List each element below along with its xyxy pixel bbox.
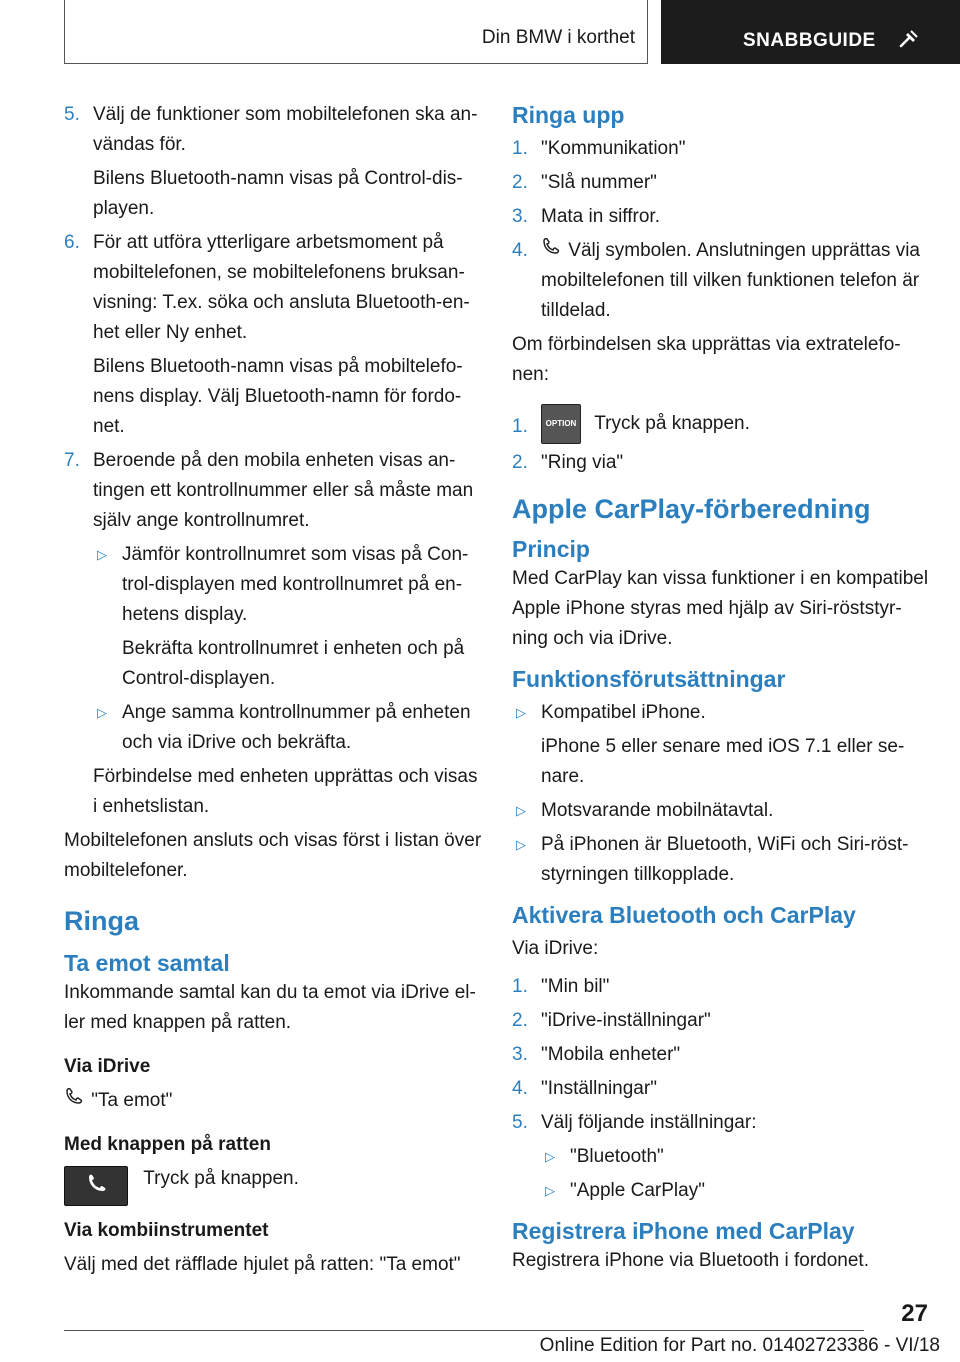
list-text: "Kommunikation" [541,138,686,159]
list-item [512,1040,932,1070]
list-item [512,972,932,1002]
option-button-icon: OPTION [541,404,581,444]
list-text-content: Tryck på knappen. [594,413,750,435]
page-number: 27 [901,1300,928,1327]
aktivera-intro: Via iDrive: [512,938,599,960]
list-item [64,228,482,348]
bullet-item [64,698,482,758]
bullet-text: På iPhonen är Bluetooth, WiFi och Siri-röst- styrningen tillkopplade. [541,834,909,886]
left-column [64,100,482,1284]
bullet-text: "Bluetooth" [570,1146,664,1168]
triangle-bullet-icon: ▷ [97,705,107,720]
list-item [512,1108,932,1138]
bullet-item [512,1142,932,1172]
bullet-item [512,830,932,890]
heading-funktionsforutsattningar: Funktionsförutsättningar [512,666,786,693]
triangle-bullet-icon: ▷ [545,1149,555,1165]
list-subtext: Bilens Bluetooth-namn visas på Control-dis- playen. [93,168,463,219]
list-number: 5. [512,1112,528,1134]
list-number: 2. [512,452,528,474]
heading-ringa-upp: Ringa upp [512,102,625,128]
bullet-text: Jämför kontrollnumret som visas på Con- trol-displayen med kontrollnumret på en- hetens display. [122,544,469,625]
list-text [541,404,932,444]
via-kombi-text: Välj med det räfflade hjulet på ratten: "Ta emot" [64,1254,461,1276]
phone-icon [64,1086,86,1116]
bullet-item [512,698,932,728]
header-section-title: Din BMW i korthet [481,27,635,48]
triangle-bullet-icon: ▷ [97,547,107,562]
heading-med-knappen: Med knappen på ratten [64,1134,271,1156]
bullet-text: Kompatibel iPhone. [541,702,706,724]
phone-icon [541,236,563,266]
heading-carplay: Apple CarPlay-förberedning [512,494,871,525]
triangle-bullet-icon: ▷ [516,803,526,819]
bullet-text: Motsvarande mobilnätavtal. [541,800,774,822]
list-text: För att utföra ytterligare arbetsmoment på mobiltelefonen, se mobiltelefonens bruksan- visning: T.ex. söka och ansluta Bluetooth-en- het eller Ny enhet. [93,232,470,343]
med-knappen-text: Tryck på knappen. [143,1168,299,1190]
list-item [512,202,932,232]
list-number: 4. [512,240,528,261]
list-text: "Inställningar" [541,1078,657,1100]
list-item [512,1006,932,1036]
steering-wheel-phone-button-icon [64,1166,128,1206]
triangle-bullet-icon: ▷ [516,705,526,721]
via-idrive-line [64,1086,482,1116]
list-number: 4. [512,1078,528,1100]
extra-phone-text: Om förbindelsen ska upprättas via extratelefo- nen: [512,334,901,386]
bullet-subtext: Bekräfta kontrollnumret i enheten och på Control-displayen. [122,638,465,689]
list-item [512,1074,932,1104]
list-item [512,168,932,198]
bullet-text: Ange samma kontrollnummer på enheten och via iDrive och bekräfta. [122,702,471,753]
list-text: "iDrive-inställningar" [541,1010,711,1032]
registrera-text: Registrera iPhone via Bluetooth i fordonet. [512,1250,869,1272]
list-text [541,236,932,326]
heading-ringa: Ringa [64,906,140,936]
footer-edition: Online Edition for Part no. 01402723386 - VI/18 [539,1335,940,1356]
list-item [512,404,932,444]
list-text: Beroende på den mobila enheten visas an- tingen ett kontrollnummer eller så måste man själv ange kontrollnumret. [93,450,474,531]
triangle-bullet-icon: ▷ [516,837,526,853]
med-knappen-line [64,1164,482,1206]
heading-ta-emot-samtal: Ta emot samtal [64,950,230,976]
bullet-item [512,796,932,826]
header-section-tab [64,0,648,64]
heading-via-idrive: Via iDrive [64,1056,151,1077]
list-text: Välj följande inställningar: [541,1112,757,1134]
list-item [64,446,482,536]
bullet-item [512,1176,932,1206]
list-subtext: Bilens Bluetooth-namn visas på mobiltelefo- nens display. Välj Bluetooth-namn för fordo- net. [93,356,463,437]
wrench-icon [897,29,919,59]
heading-princip: Princip [512,536,590,563]
heading-aktivera: Aktivera Bluetooth och CarPlay [512,902,856,929]
list-item [512,134,932,164]
list-text: Välj de funktioner som mobiltelefonen ska an- vändas för. [93,104,478,155]
list-text-content: Välj symbolen. Anslutningen upprättas via mobiltelefonen till vilken funktionen telefon är tilldelad. [541,240,920,322]
list-number: 3. [512,206,528,227]
list-number: 6. [64,232,80,253]
list-text: "Mobila enheter" [541,1044,681,1066]
header-chapter-tab [661,0,960,64]
list-number: 1. [512,138,528,159]
list-number: 2. [512,1010,528,1032]
list-number: 1. [512,976,528,998]
triangle-bullet-icon: ▷ [545,1183,555,1199]
list-text: "Slå nummer" [541,172,657,193]
list-number: 7. [64,450,80,471]
phone-connected-text: Mobiltelefonen ansluts och visas först i listan över mobiltelefoner. [64,830,482,881]
via-idrive-text: "Ta emot" [91,1090,173,1112]
bullet-subtext: iPhone 5 eller senare med iOS 7.1 eller se- nare. [541,736,905,788]
bullet-item [64,540,482,630]
header-chapter-title: SNABBGUIDE [743,30,876,51]
right-column [512,100,932,1280]
list-number: 5. [64,104,80,125]
heading-registrera: Registrera iPhone med CarPlay [512,1218,855,1245]
list-item [512,236,932,326]
ta-emot-text: Inkommande samtal kan du ta emot via iDrive el- ler med knappen på ratten. [64,982,476,1033]
footer-divider [64,1330,864,1331]
list-number: 2. [512,172,528,193]
list-item [64,100,482,160]
list-item [512,448,932,478]
princip-text: Med CarPlay kan vissa funktioner i en kompatibel Apple iPhone styras med hjälp av Siri-röststyr- ning och via iDrive. [512,568,929,650]
list-text: "Ring via" [541,452,624,474]
connection-result-text: Förbindelse med enheten upprättas och visas i enhetslistan. [93,766,478,817]
bullet-text: "Apple CarPlay" [570,1180,705,1202]
list-number: 1. [512,416,528,438]
heading-via-kombi: Via kombiinstrumentet [64,1220,269,1242]
list-text: "Min bil" [541,976,610,998]
list-text: Mata in siffror. [541,206,660,227]
list-number: 3. [512,1044,528,1066]
